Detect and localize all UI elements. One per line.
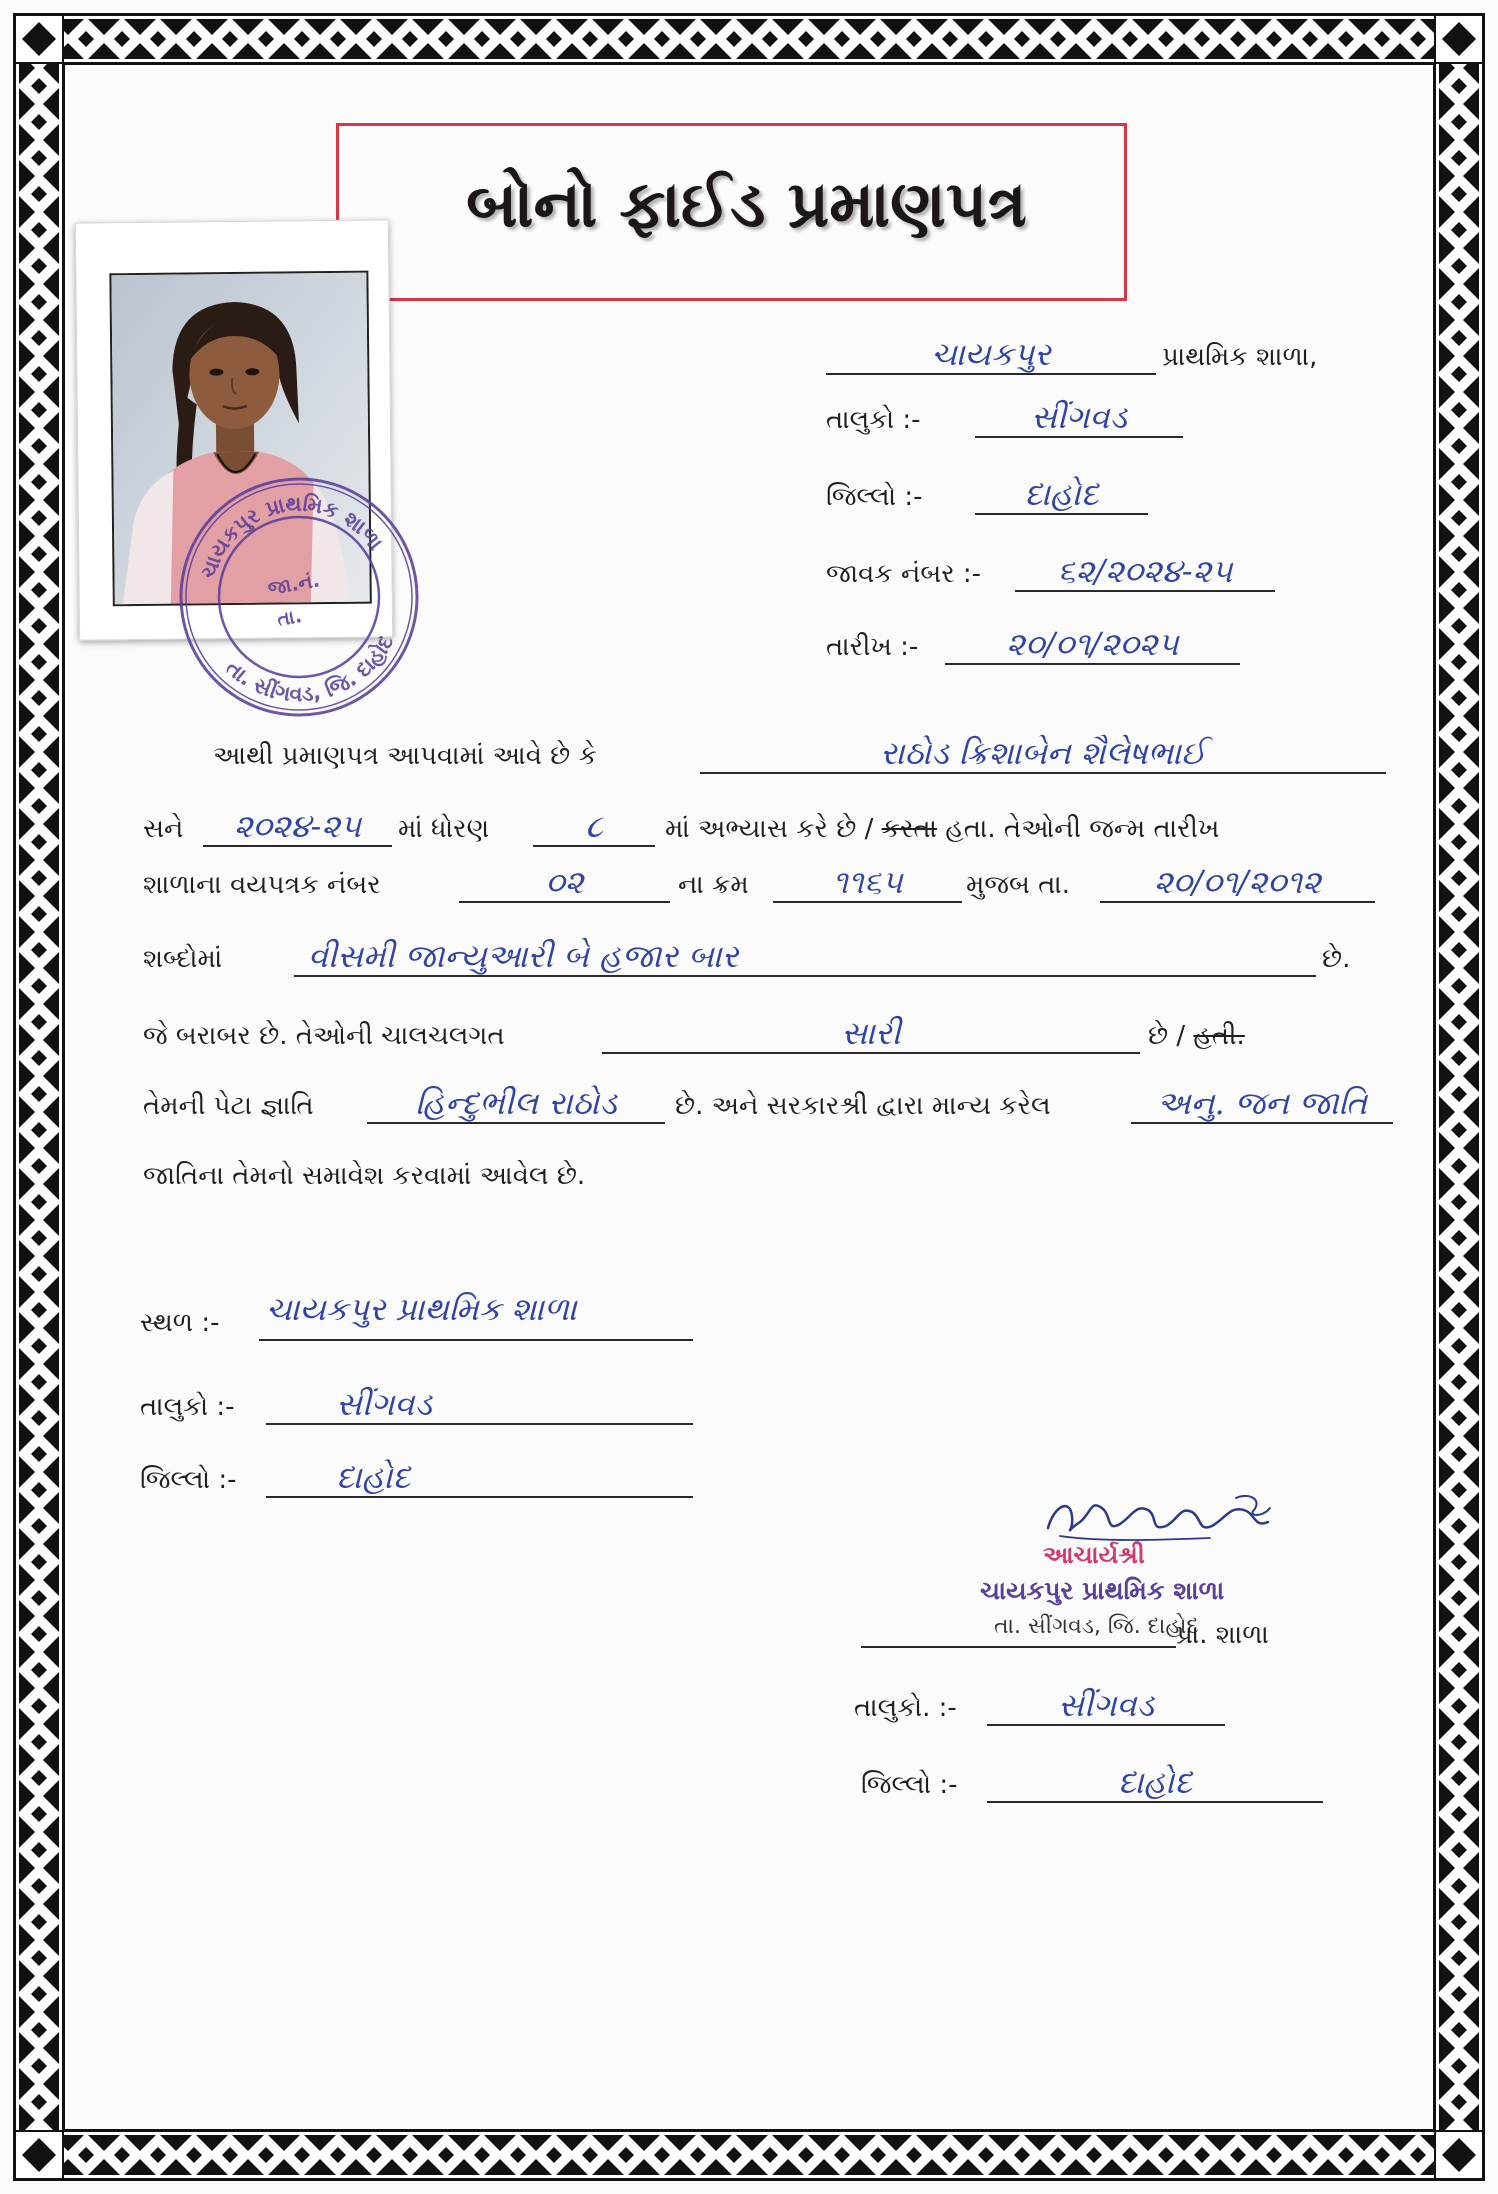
standard-blank xyxy=(533,803,655,847)
stamp-bottom-path: તા. સીંગવડ, જિ. દાહોદ xyxy=(221,631,399,707)
place-value: ચાયકપુર પ્રાથમિક શાળા xyxy=(266,1290,577,1328)
sign-taluka-blank xyxy=(987,1682,1225,1726)
academic-year-value: ૨૦૨૪-૨૫ xyxy=(233,807,362,845)
stamp-top-path: ચાયકપુર પ્રાથમિક શાળા xyxy=(196,491,388,582)
serial-no-blank xyxy=(773,859,962,903)
place-district-blank xyxy=(266,1454,693,1498)
outward-no-label: જાવક નંબર :- xyxy=(826,559,982,589)
conduct-blank xyxy=(602,1010,1140,1054)
year-prefix: સને xyxy=(143,814,184,844)
place-taluka-blank xyxy=(266,1381,693,1425)
district-blank xyxy=(975,471,1148,515)
place-label: સ્થળ :- xyxy=(140,1308,220,1338)
place-district-value: દાહોદ xyxy=(336,1458,411,1496)
place-district-label: જિલ્લો :- xyxy=(140,1465,237,1495)
dob-label: મુજબ તા. xyxy=(966,870,1070,900)
conduct-end-struck: હતી. xyxy=(1193,1021,1245,1051)
title-box xyxy=(336,123,1127,301)
subcaste-value: હિન્દુભીલ રાઠોડ xyxy=(415,1084,617,1122)
serial-label: ના ક્રમ xyxy=(678,870,749,900)
taluka-blank xyxy=(975,394,1183,438)
stamp-top-text xyxy=(185,476,390,585)
student-name-value: રાઠોડ ક્રિશાબેન શૈલેષભાઈ xyxy=(880,734,1206,772)
sign-district-blank xyxy=(987,1759,1323,1803)
study-status-text xyxy=(665,813,1219,845)
dob-blank xyxy=(1100,859,1375,903)
subcaste-blank xyxy=(367,1080,665,1124)
principal-stamp-address: તા. સીંગવડ, જિ. દાહોદ xyxy=(994,1614,1199,1639)
study-status-current: માં અભ્યાસ કરે છે / xyxy=(665,814,874,844)
district-value: દાહોદ xyxy=(1024,475,1099,513)
dob-value: ૨૦/૦૧/૨૦૧૨ xyxy=(1153,863,1322,901)
taluka-value: સીંગવડ xyxy=(1031,398,1127,436)
conduct-end xyxy=(1148,1020,1245,1052)
register-no-value: ૦૨ xyxy=(545,863,584,901)
stamp-bottom-text xyxy=(219,628,407,720)
category-blank xyxy=(1131,1080,1393,1124)
place-taluka-label: તાલુકો :- xyxy=(140,1392,235,1422)
school-suffix: પ્રાથમિક શાળા, xyxy=(1162,342,1318,372)
certificate-title: બોનો ફાઈડ પ્રમાણપત્ર xyxy=(466,168,1027,242)
dob-words-blank xyxy=(294,933,1316,977)
principal-designation: આચાર્યશ્રી xyxy=(1043,1541,1145,1569)
subcaste-label: તેમની પેટા જ્ઞાતિ xyxy=(143,1091,314,1121)
school-name-blank xyxy=(826,331,1156,375)
stamp-ref-label: જા.નં. xyxy=(266,569,322,601)
place-taluka-value: સીંગવડ xyxy=(336,1385,432,1423)
category-value: અનુ. જન જાતિ xyxy=(1156,1084,1368,1122)
register-label: શાળાના વયપત્રક નંબર xyxy=(143,870,381,900)
conduct-label: જે બરાબર છે. તેઓની ચાલચલગત xyxy=(143,1021,505,1051)
conduct-end-current: છે / xyxy=(1148,1021,1186,1051)
conduct-value: સારી xyxy=(841,1014,901,1052)
sign-taluka-label: તાલુકો. :- xyxy=(854,1693,957,1723)
date-label: તારીખ :- xyxy=(826,632,919,662)
study-status-struck: કરતા xyxy=(881,814,937,844)
date-value: ૨૦/૦૧/૨૦૨૫ xyxy=(1006,625,1179,663)
study-status-rest: હતા. તેઓની જન્મ તારીખ xyxy=(945,814,1220,844)
sign-taluka-value: સીંગવડ xyxy=(1058,1686,1154,1724)
closing-text: જાતિના તેમનો સમાવેશ કરવામાં આવેલ છે. xyxy=(143,1161,586,1191)
serial-no-value: ૧૧૬૫ xyxy=(832,863,903,901)
outward-no-value: ૬૨/૨૦૨૪-૨૫ xyxy=(1057,552,1233,590)
category-label: છે. અને સરકારશ્રી દ્વારા માન્ય કરેલ xyxy=(675,1091,1051,1121)
stamp-date-label: તા. xyxy=(275,605,304,631)
standard-label: માં ધોરણ xyxy=(398,814,490,844)
intro-text: આથી પ્રમાણપત્ર આપવામાં આવે છે કે xyxy=(213,741,597,771)
school-signature-blank xyxy=(861,1620,1176,1648)
sign-district-label: જિલ્લો :- xyxy=(861,1770,958,1800)
principal-stamp-school: ચાયકપુર પ્રાથમિક શાળા xyxy=(980,1576,1225,1605)
outward-no-blank xyxy=(1015,548,1275,592)
taluka-label: તાલુકો :- xyxy=(826,405,921,435)
date-blank xyxy=(945,621,1240,665)
student-name-blank xyxy=(700,730,1386,774)
school-name-value: ચાયકપુર xyxy=(931,335,1051,373)
words-end: છે. xyxy=(1322,944,1351,974)
sign-district-value: દાહોદ xyxy=(1117,1763,1193,1801)
district-label: જિલ્લો :- xyxy=(826,482,923,512)
words-label: શબ્દોમાં xyxy=(143,944,223,974)
standard-value: ૮ xyxy=(585,807,603,845)
register-no-blank xyxy=(459,859,670,903)
school-signature-suffix: પ્રા. શાળા xyxy=(1176,1620,1269,1650)
school-round-stamp xyxy=(174,472,424,722)
academic-year-blank xyxy=(203,803,392,847)
dob-words-value: વીસમી જાન્યુઆરી બે હજાર બાર xyxy=(308,937,739,975)
